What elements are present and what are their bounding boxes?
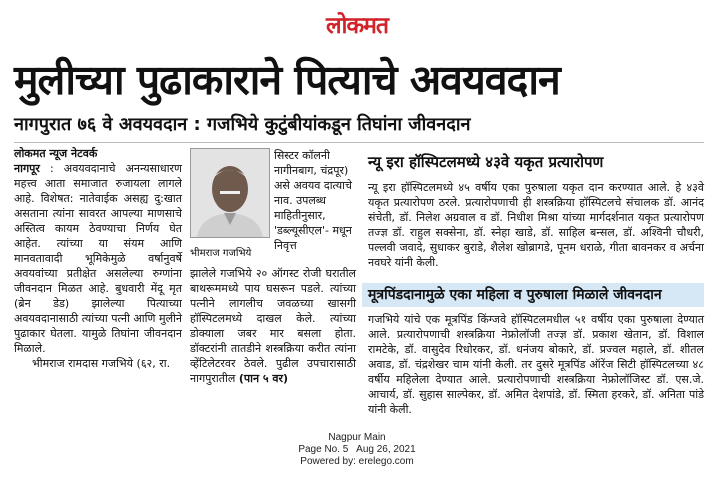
footer-edition: Nagpur Main xyxy=(328,432,386,443)
article-body-b: झालेले गजभिये २० ऑगस्ट रोजी घरातील बाथरूममध्ये पाय घसरून पडले. त्यांच्या पत्नीने लागलीच जवळच्या खासगी हॉस्पिटलमध्ये दाखल केले. त्यांच्या डोक्याला जबर मार बसला होता. डॉक्टरांनी तातडीने शस्त्रक्रिया करीत त्यांना व्हेंटिलेटरवर ठेवले. पुढील उपचारासाठी नागपुरातील xyxy=(190,267,356,385)
article-tail-a: भीमराज रामदास गजभिये (६२, रा. xyxy=(32,357,171,370)
portrait-photo xyxy=(190,148,270,238)
section2-heading-band xyxy=(362,283,704,307)
footer-date: Aug 26, 2021 xyxy=(356,444,416,455)
section2-heading: मूत्रपिंडदानामुळे एका महिला व पुरुषाला मिळाले जीवनदान xyxy=(368,287,662,303)
footer-powered: Powered by: erelego.com xyxy=(300,456,414,467)
footer-page-date xyxy=(0,444,714,456)
photo-caption: भीमराज गजभिये xyxy=(190,248,252,259)
article-column-a xyxy=(14,146,182,371)
subheadline: नागपुरात ७६ वे अवयवदान : गजभिये कुटुंबीयांकडून तिघांना जीवनदान xyxy=(14,114,471,135)
article-body-a: : अवयवदानाचे अनन्यसाधारण महत्त्व आता समाजात रुजायला लागले आहे. विशेषत: नातेवाईक असह्य दु:खात असताना त्यांना सावरत आपल्या माणसाचे अस्तित्व कायम ठेवण्याचा निर्णय घेत आहेत. त्यांच्या या संयम आणि मानवतावादी भूमिकेमुळे वर्षानुवर्षे अवयवांच्या प्रतीक्षेत असलेल्या रुग्णांना जीवनदान मिळत आहे. बुधवारी मेंदू मृत (ब्रेन डेड) झालेल्या पित्याच्या अवयवदानासाठी त्यांच्या पत्नी आणि मुलीने पुढाकार घेतला. यामुळे तिघांना जीवनदान मिळाले. xyxy=(14,162,182,355)
footer xyxy=(0,432,714,468)
article-column-b-bottom xyxy=(190,266,356,386)
masthead xyxy=(0,8,714,40)
section1-heading: न्यू इरा हॉस्पिटलमध्ये ४३वे यकृत प्रत्यारोपण xyxy=(368,153,604,171)
portrait-image xyxy=(191,149,269,237)
footer-page: Page No. 5 xyxy=(298,444,349,455)
dateline: नागपूर xyxy=(14,162,40,175)
section2-body: गजभिये यांचे एक मूत्रपिंड किंग्जवे हॉस्पिटलमधील ५१ वर्षीय एका पुरुषाला देण्यात आले. प्रत्यारोपणाची शस्त्रक्रिया नेफ्रोलॉजी तज्ज्ञ डॉ. प्रकाश खेतान, डॉ. विशाल रामटेके, डॉ. वासुदेव रिधोरकर, डॉ. धनंजय बोकारे, डॉ. प्रज्वल महाले, डॉ. शीतल अवाड, डॉ. चंद्रशेखर चाम यांनी केली. तर दुसरे मूत्रपिंड ऑरेंज सिटी हॉस्पिटलच्या ४८ वर्षीय महिलेला देण्यात आले. प्रत्यारोपणाची शस्त्रक्रिया नेफ्रोलॉजिस्ट डॉ. एस.जे. आचार्य, डॉ. सुहास साल्पेकर, डॉ. अमित देशपांडे, डॉ. स्मिता हरकरे, डॉ. अनिता पांडे यांनी केली. xyxy=(368,313,704,416)
page-jump: (पान ५ वर) xyxy=(238,372,289,385)
section1-body: न्यू इरा हॉस्पिटलमध्ये ४५ वर्षीय एका पुरुषाला यकृत दान करण्यात आले. हे ४३वे यकृत प्रत्यारोपण ठरले. प्रत्यारोपणाची ही शस्त्रक्रिया हॉस्पिटलचे संचालक डॉ. आनंद संचेती, डॉ. निलेश अग्रवाल व डॉ. निधीश मिश्रा यांच्या मार्गदर्शनात यकृत प्रत्यारोपण तज्ज्ञ डॉ. राहुल सक्सेना, डॉ. स्नेहा खाडे, डॉ. साहिल बन्सल, डॉ. अश्विनी चौधरी, पल्लवी जवादे, सुधाकर बुराडे, शैलेश खोब्रागडे, पूनम धराळे, गीता बावनकर व अर्चना नवघरे यांनी केली. xyxy=(368,181,704,269)
masthead-logo: लोकमत xyxy=(325,13,389,39)
article-column-b-top: सिस्टर कॉलनी नागीनबाग, चंद्रपूर) असे अवयव दात्याचे नाव. उपलब्ध माहितीनुसार, 'डब्ल्यूसीएल'- मधून निवृत्त xyxy=(274,149,352,252)
divider xyxy=(14,142,704,143)
headline: मुलीच्या पुढाकाराने पित्याचे अवयवदान xyxy=(14,56,560,104)
byline: लोकमत न्यूज नेटवर्क xyxy=(14,147,98,160)
